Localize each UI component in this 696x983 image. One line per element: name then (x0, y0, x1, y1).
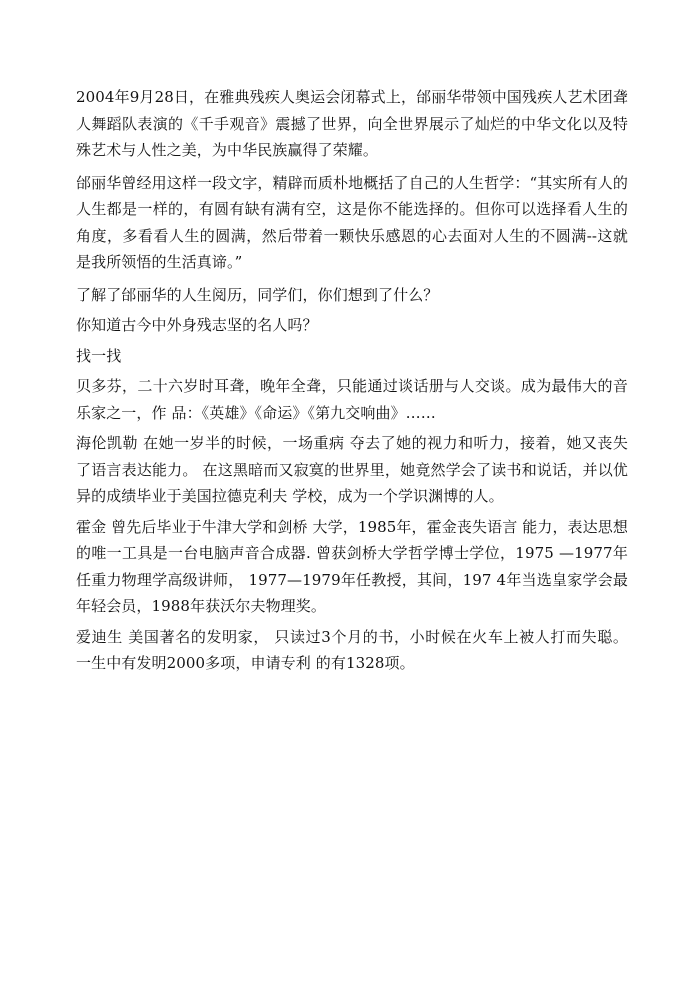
paragraph-helen-keller: 海伦凯勒 在她一岁半的时候，一场重病 夺去了她的视力和听力，接着，她又丧失了语言表达能力。 在这黑暗而又寂寞的世界里，她竟然学会了读书和说话，并以优 异的成绩毕业于美国拉德克利夫 学校，成为一个学识渊博的人。 (76, 434, 628, 505)
paragraph-opening-event: 2004年9月28日，在雅典残疾人奥运会闭幕式上，邰丽华带领中国残疾人艺术团聋人舞蹈队表演的《千手观音》震撼了世界，向全世界展示了灿烂的中华文化以及特殊艺术与人性之美，为中华民族赢得了荣耀。 (76, 88, 628, 159)
paragraph-edison: 爱迪生 美国著名的发明家， 只读过3个月的书，小时候在火车上被人打而失聪。 一生中有发明2000多项，申请专利 的有1328项。 (76, 627, 628, 672)
paragraph-question-2: 你知道古今中外身残志坚的名人吗？ (76, 316, 318, 334)
paragraph-question-1: 了解了邰丽华的人生阅历，同学们，你们想到了什么？ (76, 285, 439, 304)
paragraph-hawking: 霍金 曾先后毕业于牛津大学和剑桥 大学，1985年，霍金丧失语言 能力，表达思想的唯一工具是一台电脑声音合成器. 曾获剑桥大学哲学博士学位，1975 —1977年任重力物理学高级讲师， 1977—1979年任教授，其间，197 4年当选皇家学会最年轻会员，1988年获沃尔夫物理奖。 (76, 517, 628, 615)
paragraph-life-philosophy-quote: 邰丽华曾经用这样一段文字，精辟而质朴地概括了自己的人生哲学：“其实所有人的人生都是一样的，有圆有缺有满有空，这是你不能选择的。但你可以选择看人生的角度，多看看人生的圆满，然后带着一颗快乐感恩的心去面对人生的不圆满--这就是我所领悟的生活真谛。” (76, 173, 628, 271)
paragraph-find-heading: 找一找 (76, 346, 122, 365)
paragraph-beethoven: 贝多芬，二十六岁时耳聋，晚年全聋，只能通过谈话册与人交谈。成为最伟大的音乐家之一，作 品：《英雄》《命运》《第九交响曲》…… (76, 377, 628, 422)
document-page (76, 84, 628, 681)
